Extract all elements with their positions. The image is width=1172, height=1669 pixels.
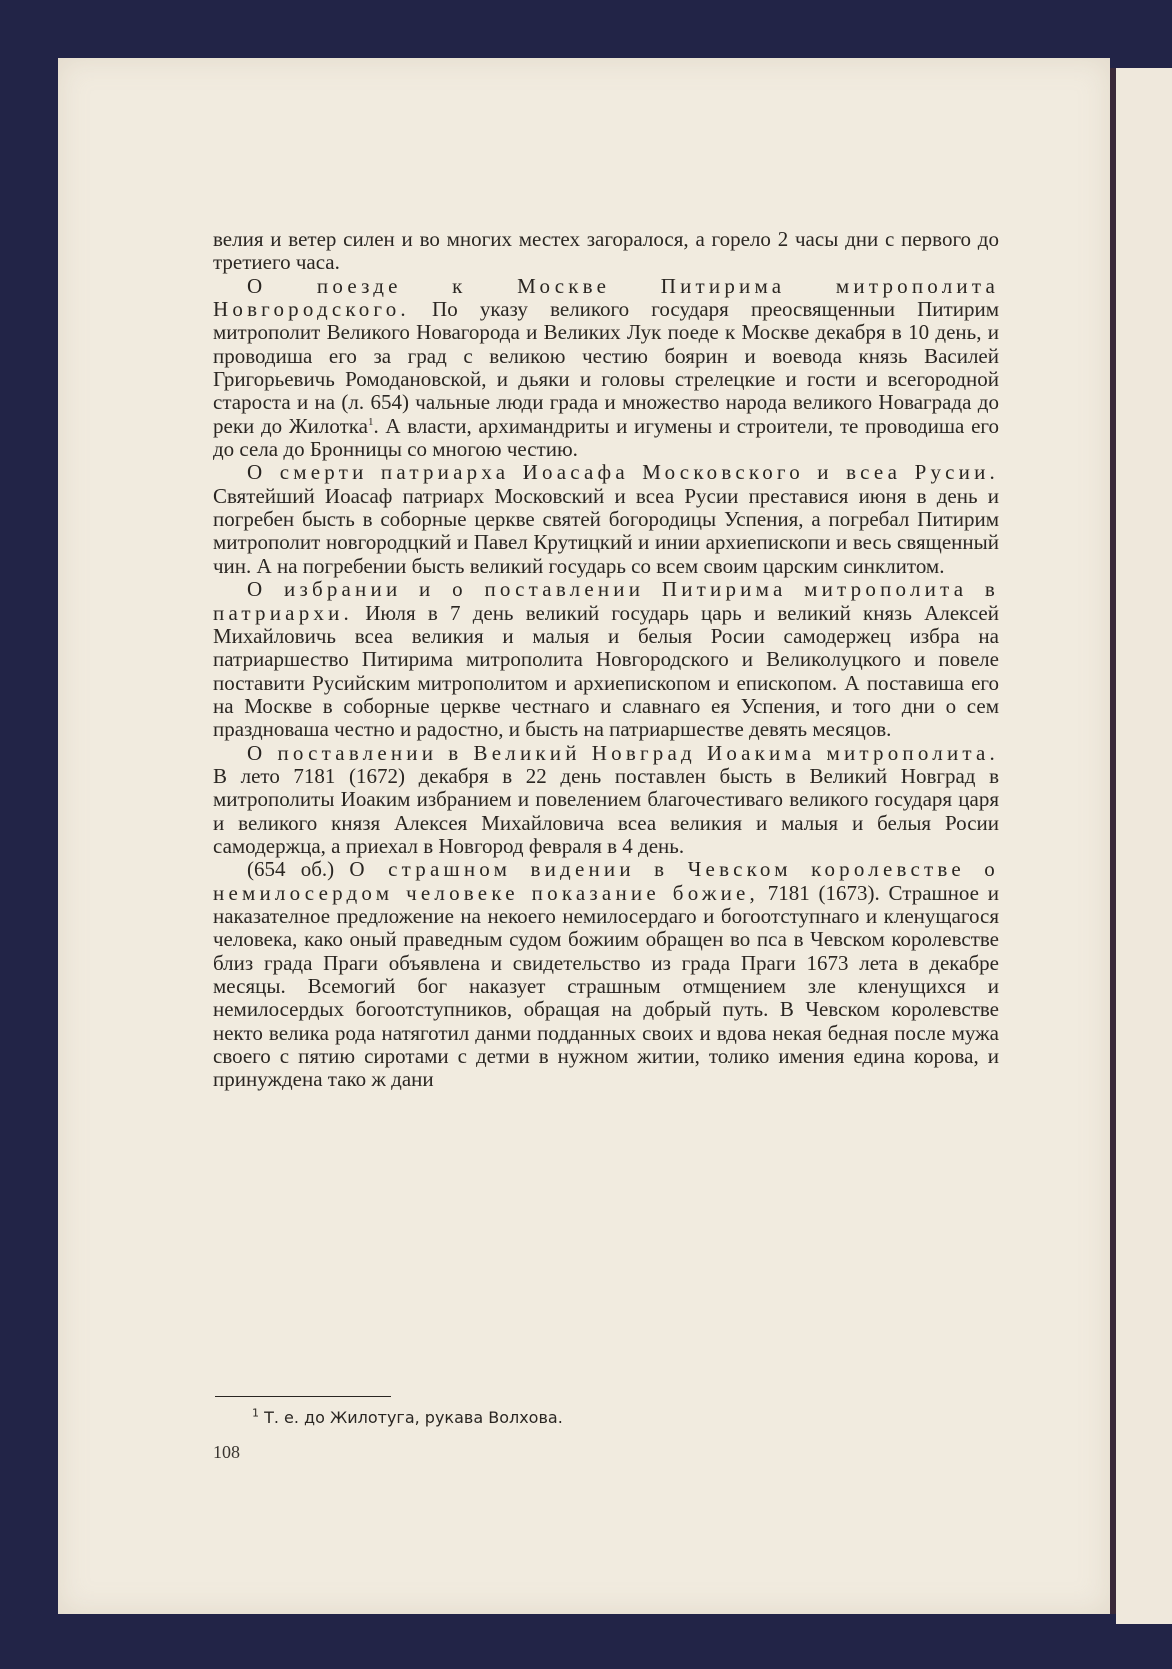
section-heading: О поезде к Москве Питирима митрополита Новгородского.: [213, 273, 999, 322]
footnote: [252, 1408, 563, 1427]
paragraph-text: 7181 (1673). Страшное и наказателное предложение на некоего немилосердаго и богоотступнаго и кленущагося человека, како оный праведным судом божиим обращен во пса в Чевском королевстве близ града Праги объявлена и свидетельство из града Праги 1673 лета в декабре месяцы. Всемогий бог наказует страшным отмщением зле кленущихся и немилосердых богоотступников, обращая на добрый путь. В Чевском королевстве некто велика рода натяготил данми подданных своих и вдова некая бедная после мужа своего с пятию сиротами с детми в нужном житии, толико имения едина корова, и принуждена тако ж дани: [213, 880, 999, 1092]
section-heading: О поставлении в Великий Новград Иоакима митрополита.: [247, 740, 999, 765]
paragraph-text: Святейший Иоасаф патриарх Московский и всеа Русии преставися июня в день и погребен бысть в соборные церкве святей богородицы Успения, а погребал Питирим митрополит новгородцкий и Павел Крутицкий и инии архиепископи и весь священный чин. А на погребении бысть великий государь со всем своим царским синклитом.: [213, 483, 999, 578]
section-heading: О избрании и о поставлении Питирима митрополита в патриархи.: [213, 577, 999, 625]
section-heading: О страшном видении в Чевском королевстве о немилосердом человеке показание божие,: [213, 857, 999, 905]
main-text: [213, 228, 999, 1092]
page-number: 108: [213, 1442, 240, 1462]
paragraph-text: В лето 7181 (1672) декабря в 22 день поставлен бысть в Великий Новград в митрополиты Иоаким избранием и повелением благочестиваго великого государя царя и великого князя Алексея Михайловича всеа великия и малыя и белыя Росии самодержца, а приехал в Новгород февраля в 4 день.: [213, 763, 999, 858]
paragraph: [213, 858, 999, 1091]
footnote-reference[interactable]: 1: [367, 415, 374, 428]
paragraph: [213, 742, 999, 859]
paragraph: [213, 228, 999, 275]
footnote-marker: 1: [252, 1406, 259, 1420]
section-heading: О смерти патриарха Иоасафа Московского и всеа Русии.: [247, 460, 999, 485]
paragraph: [213, 275, 999, 462]
paragraph-text: велия и ветер силен и во многих местех загоралося, а горело 2 часы дни с первого до третиего часа.: [213, 227, 999, 275]
paragraph: [213, 578, 999, 741]
paragraph-text: Июля в 7 день великий государь царь и великий князь Алексей Михайловичь всеа великия и малыя и белыя Росии самодержец избра на патриаршество Питирима митрополита Новгородского и Великолуцкого и повеле поставити Русийским митрополитом и архиепископом и епископом. А поставиша его на Москве в соборные церкве честнаго и славнаго ея Успения, и того дни о сем праздноваша честно и радостно, и бысть на патриаршестве девять месяцов.: [213, 600, 999, 742]
paragraph: [213, 461, 999, 578]
paragraph-text: . А власти, архимандриты и игумены и строители, те проводиша его до села до Бронницы со многою честию.: [213, 413, 999, 462]
footnote-text: Т. е. до Жилотуга, рукава Волхова.: [259, 1408, 563, 1427]
facing-page-edge: [1116, 68, 1172, 1624]
folio-reference: (654 об.): [247, 857, 350, 882]
footnote-divider: [215, 1396, 391, 1397]
paragraph-text: По указу великого государя преосвященныи Питирим митрополит Великого Новагорода и Великих Лук поеде к Москве декабря в 10 день, и проводиша его за град с великою честию боярин и воевода князь Василей Григорьевичь Ромодановской, и дьяки и головы стрелецкие и гости и всегородной староста и на (л. 654) чальные люди града и множество народа великого Новаграда до реки до Жилотка: [213, 297, 999, 438]
